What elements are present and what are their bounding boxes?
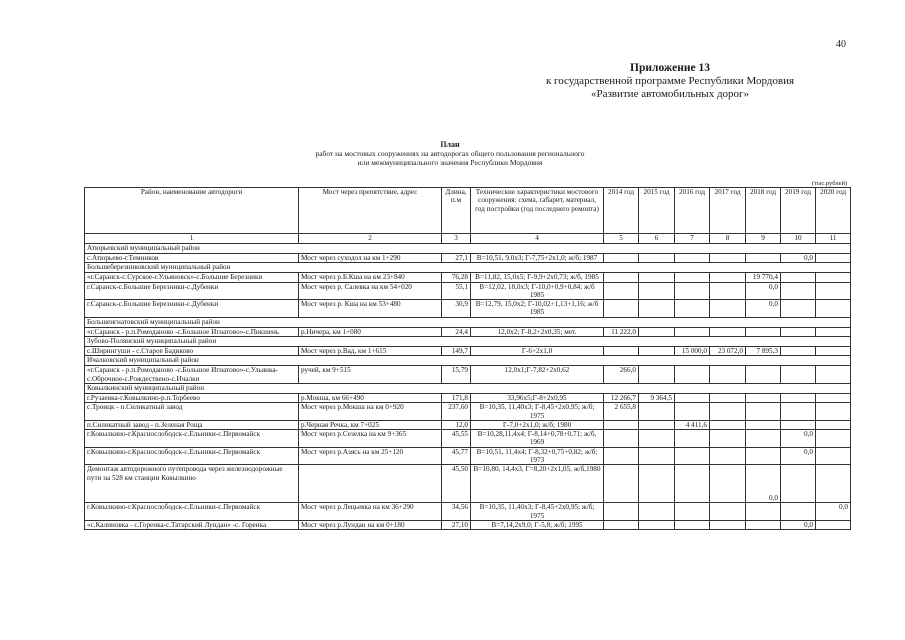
table-row	[85, 393, 851, 402]
table-row	[85, 273, 851, 282]
y2019-cell	[781, 393, 816, 402]
road-name-cell: г.Ковылкино-г.Краснослободск-с.Ельники-с.Первомайск	[85, 430, 299, 448]
y2015-cell	[639, 273, 675, 282]
column-number: 6	[639, 234, 675, 244]
y2018-cell: 0,0	[746, 300, 781, 318]
tech-specs-cell: В=10,35, 11,40х3; Г-8,45+2х0,95; ж/б; 1975	[471, 403, 604, 421]
y2016-cell	[675, 465, 710, 503]
column-number-row	[85, 234, 851, 244]
bridge-address-cell: Мост через р.Сезелка на км 9+365	[299, 430, 442, 448]
length-cell: 12,0	[442, 420, 471, 429]
length-cell: 27,10	[442, 520, 471, 529]
district-name: Большеигнатовский муниципальный район	[85, 317, 851, 327]
header-cell: Мост через препятствие, адрес	[299, 188, 442, 234]
tech-specs-cell: В=11,82, 15,0х5; Г-9,9+2х0,73; ж/б, 1985	[471, 273, 604, 282]
y2019-cell: 0,0	[781, 520, 816, 529]
y2019-cell	[781, 366, 816, 384]
y2014-cell	[604, 282, 639, 300]
appendix-line-2: «Развитие автомобильных дорог»	[590, 88, 750, 100]
y2017-cell	[710, 430, 746, 448]
y2018-cell: 7 895,3	[746, 347, 781, 356]
y2019-cell: 0,0	[781, 447, 816, 465]
header-cell: 2017 год	[710, 188, 746, 234]
y2017-cell	[710, 503, 746, 521]
length-cell: 76,28	[442, 273, 471, 282]
length-cell: 237,60	[442, 403, 471, 421]
table-row	[85, 465, 851, 503]
y2017-cell	[710, 273, 746, 282]
appendix-line-1: к государственной программе Республики Мордовия	[545, 75, 795, 87]
y2014-cell	[604, 465, 639, 503]
district-name: Зубово-Полянский муниципальный район	[85, 337, 851, 347]
district-row	[85, 263, 851, 273]
y2014-cell: 11 222,0	[604, 327, 639, 336]
y2014-cell	[604, 273, 639, 282]
length-cell: 15,79	[442, 366, 471, 384]
y2018-cell: 19 770,4	[746, 273, 781, 282]
bridge-address-cell: Мост через р.Вад, км 1+615	[299, 347, 442, 356]
length-cell: 34,56	[442, 503, 471, 521]
tech-specs-cell: Г-7,0+2х1,0; ж/б; 1980	[471, 420, 604, 429]
district-name: Большеберезниковский муниципальный район	[85, 263, 851, 273]
y2020-cell	[816, 254, 851, 263]
y2017-cell	[710, 520, 746, 529]
tech-specs-cell: 33,96х5;Г-8+2х0,95	[471, 393, 604, 402]
tech-specs-cell: В=12,02, 18,0х3; Г-10,0+0,9+0,84; ж/б 1985	[471, 282, 604, 300]
column-number: 4	[471, 234, 604, 244]
y2019-cell	[781, 347, 816, 356]
header-cell: Район, наименование автодороги	[85, 188, 299, 234]
y2016-cell	[675, 403, 710, 421]
y2019-cell	[781, 282, 816, 300]
y2015-cell	[639, 447, 675, 465]
y2018-cell	[746, 366, 781, 384]
tech-specs-cell: Г-6+2х1,0	[471, 347, 604, 356]
table-row	[85, 282, 851, 300]
district-name: Ковылкинский муниципальный район	[85, 383, 851, 393]
road-name-cell: Демонтаж автодорожного путепровода через железнодорожные пути на 528 км станции Ковылкино	[85, 465, 299, 503]
y2017-cell	[710, 447, 746, 465]
tech-specs-cell: В=12,79, 15,0х2; Г-10,02+1,13+1,16; ж/б 1985	[471, 300, 604, 318]
district-row	[85, 244, 851, 254]
y2019-cell	[781, 300, 816, 318]
y2017-cell: 23 072,0	[710, 347, 746, 356]
bridge-address-cell: Мост через р.Азясь на км 25+120	[299, 447, 442, 465]
district-name: Атюрьевский муниципальный район	[85, 244, 851, 254]
y2020-cell	[816, 520, 851, 529]
tech-specs-cell: В=10,51, 11,4х4; Г-8,32+0,75+0,82; ж/б; 1973	[471, 447, 604, 465]
column-number: 1	[85, 234, 299, 244]
bridge-address-cell: Мост через р. Кша на км 53+480	[299, 300, 442, 318]
y2020-cell	[816, 420, 851, 429]
y2017-cell	[710, 366, 746, 384]
y2016-cell	[675, 366, 710, 384]
plan-title: План	[440, 140, 460, 149]
header-cell: 2019 год	[781, 188, 816, 234]
district-row	[85, 337, 851, 347]
bridge-address-cell: р.Ничера, км 1+080	[299, 327, 442, 336]
table-row	[85, 520, 851, 529]
y2018-cell	[746, 420, 781, 429]
header-cell: 2018 год	[746, 188, 781, 234]
road-name-cell: г.Саранск-с.Большие Березники-с.Дубенки	[85, 300, 299, 318]
y2015-cell	[639, 520, 675, 529]
y2018-cell	[746, 520, 781, 529]
y2019-cell	[781, 273, 816, 282]
y2016-cell: 4 411,6	[675, 420, 710, 429]
y2018-cell	[746, 403, 781, 421]
length-cell: 45,77	[442, 447, 471, 465]
road-name-cell: с.Ширингуши - с.Старое Бадиково	[85, 347, 299, 356]
table-row	[85, 347, 851, 356]
district-row	[85, 317, 851, 327]
table-row	[85, 254, 851, 263]
y2020-cell: 0,0	[816, 503, 851, 521]
appendix-title: Приложение 13	[630, 62, 710, 74]
y2018-cell	[746, 254, 781, 263]
y2016-cell	[675, 503, 710, 521]
y2016-cell	[675, 520, 710, 529]
y2019-cell: 0,0	[781, 254, 816, 263]
y2020-cell	[816, 393, 851, 402]
y2014-cell: 12 266,7	[604, 393, 639, 402]
column-number: 7	[675, 234, 710, 244]
header-row	[85, 188, 851, 234]
y2017-cell	[710, 393, 746, 402]
y2020-cell	[816, 447, 851, 465]
length-cell: 149,7	[442, 347, 471, 356]
y2015-cell	[639, 327, 675, 336]
y2014-cell	[604, 503, 639, 521]
y2019-cell	[781, 403, 816, 421]
y2015-cell	[639, 420, 675, 429]
y2020-cell	[816, 465, 851, 503]
y2020-cell	[816, 347, 851, 356]
length-cell: 24,4	[442, 327, 471, 336]
y2015-cell	[639, 503, 675, 521]
bridge-address-cell: Мост через р.Б.Кша на км 23+840	[299, 273, 442, 282]
bridge-address-cell	[299, 465, 442, 503]
y2020-cell	[816, 300, 851, 318]
y2016-cell	[675, 282, 710, 300]
road-name-cell: «г.Саранск-с.Сурское-г.Ульяновск»-с.Большие Березники	[85, 273, 299, 282]
road-name-cell: с.Троицк - п.Силикатный завод	[85, 403, 299, 421]
y2020-cell	[816, 430, 851, 448]
y2018-cell: 0,0	[746, 282, 781, 300]
unit-label: (тыс.рублей)	[812, 180, 848, 187]
length-cell: 45,50	[442, 465, 471, 503]
y2014-cell: 2 655,8	[604, 403, 639, 421]
table-row	[85, 420, 851, 429]
table-row	[85, 430, 851, 448]
header-cell: 2015 год	[639, 188, 675, 234]
length-cell: 27,1	[442, 254, 471, 263]
district-name: Ичалковский муниципальный район	[85, 356, 851, 366]
table-row	[85, 300, 851, 318]
y2016-cell	[675, 430, 710, 448]
tech-specs-cell: В=10,80, 14,4х3, Г=8,20+2х1,05, ж/б,1980	[471, 465, 604, 503]
y2016-cell	[675, 327, 710, 336]
plan-header	[240, 140, 660, 167]
column-number: 3	[442, 234, 471, 244]
table-row	[85, 366, 851, 384]
district-row	[85, 356, 851, 366]
road-name-cell: «г.Саранск - р.п.Ромоданово -с.Большое Игнатово»-с.Пикшень	[85, 327, 299, 336]
y2019-cell: 0,0	[781, 430, 816, 448]
y2014-cell	[604, 420, 639, 429]
column-number: 9	[746, 234, 781, 244]
y2015-cell	[639, 300, 675, 318]
road-name-cell: г.Рузаевка-г.Ковылкино-р.п.Торбеево	[85, 393, 299, 402]
y2015-cell	[639, 254, 675, 263]
y2014-cell	[604, 254, 639, 263]
y2020-cell	[816, 282, 851, 300]
bridge-address-cell: р.Мокша, км 66+490	[299, 393, 442, 402]
header-cell: Длина, п.м	[442, 188, 471, 234]
y2018-cell	[746, 327, 781, 336]
bridge-address-cell: Мост через р. Салевка на км 54+020	[299, 282, 442, 300]
bridge-address-cell: Мост через суходол на км 1+290	[299, 254, 442, 263]
y2017-cell	[710, 465, 746, 503]
road-name-cell: г.Ковылкино-г.Краснослободск-с.Ельники-с.Первомайск	[85, 503, 299, 521]
tech-specs-cell: 12,0х2; Г-8,2+2х0,35; мет.	[471, 327, 604, 336]
tech-specs-cell: В=10,28,11,4х4; Г-8,14+0,78+0,71; ж/б, 1969	[471, 430, 604, 448]
length-cell: 55,1	[442, 282, 471, 300]
y2016-cell	[675, 273, 710, 282]
y2017-cell	[710, 327, 746, 336]
header-cell: 2016 год	[675, 188, 710, 234]
y2015-cell	[639, 366, 675, 384]
y2015-cell	[639, 465, 675, 503]
y2018-cell	[746, 430, 781, 448]
y2019-cell	[781, 503, 816, 521]
appendix-header	[520, 62, 820, 101]
tech-specs-cell: В=10,51, 9.0х3; Г-7,75+2х1,0; ж/б; 1987	[471, 254, 604, 263]
y2014-cell	[604, 447, 639, 465]
y2018-cell: 0,0	[746, 465, 781, 503]
y2019-cell	[781, 327, 816, 336]
bridge-address-cell: ручей, км 9+515	[299, 366, 442, 384]
road-name-cell: «с.Калиновка - с.Горенка-с.Татарский Лундан» -с. Горенка	[85, 520, 299, 529]
tech-specs-cell: В=10,35, 11,40х3; Г-8,45+2х0,95; ж/б; 1975	[471, 503, 604, 521]
road-name-cell: п.Силикатный завод - п.Зеленая Роща	[85, 420, 299, 429]
district-row	[85, 383, 851, 393]
y2017-cell	[710, 403, 746, 421]
table-row	[85, 447, 851, 465]
column-number: 11	[816, 234, 851, 244]
y2017-cell	[710, 282, 746, 300]
road-name-cell: г.Саранск-с.Большие Березники-с.Дубенки	[85, 282, 299, 300]
y2016-cell: 15 000,0	[675, 347, 710, 356]
length-cell: 30,9	[442, 300, 471, 318]
table-row	[85, 403, 851, 421]
y2016-cell	[675, 393, 710, 402]
y2015-cell	[639, 403, 675, 421]
header-cell: 2020 год	[816, 188, 851, 234]
y2014-cell	[604, 430, 639, 448]
y2014-cell	[604, 347, 639, 356]
page-number: 40	[836, 39, 846, 50]
y2016-cell	[675, 254, 710, 263]
header-cell: Технические характеристики мостового сооружения: схема, габарит, материал, год постройки (год последнего ремонта)	[471, 188, 604, 234]
column-number: 8	[710, 234, 746, 244]
column-number: 5	[604, 234, 639, 244]
y2016-cell	[675, 447, 710, 465]
y2015-cell	[639, 430, 675, 448]
y2018-cell	[746, 503, 781, 521]
y2016-cell	[675, 300, 710, 318]
header-cell: 2014 год	[604, 188, 639, 234]
y2014-cell: 266,0	[604, 366, 639, 384]
plan-line-2: или межмуниципального значения Республики Мордовия	[357, 158, 543, 167]
road-name-cell: «г.Саранск - р.п.Ромоданово -с.Большое Игнатово»-с.Ульянка-с.Оброчное-с.Рождествено-с.Ичалки	[85, 366, 299, 384]
works-table	[84, 187, 851, 530]
length-cell: 45,55	[442, 430, 471, 448]
table-row	[85, 503, 851, 521]
bridge-address-cell: Мост через р.Лундан на км 0+180	[299, 520, 442, 529]
tech-specs-cell: 12,0х1;Г-7,82+2х0,62	[471, 366, 604, 384]
y2014-cell	[604, 300, 639, 318]
y2020-cell	[816, 366, 851, 384]
bridge-address-cell: Мост через р.Мокша на км 0+920	[299, 403, 442, 421]
table-row	[85, 327, 851, 336]
y2017-cell	[710, 254, 746, 263]
length-cell: 171,8	[442, 393, 471, 402]
y2018-cell	[746, 447, 781, 465]
column-number: 2	[299, 234, 442, 244]
plan-line-1: работ на мостовых сооружениях на автодорогах общего пользования регионального	[315, 149, 585, 158]
y2019-cell	[781, 420, 816, 429]
y2020-cell	[816, 403, 851, 421]
bridge-address-cell: р.Черная Речка, км 7+025	[299, 420, 442, 429]
y2017-cell	[710, 420, 746, 429]
road-name-cell: с.Атюрьево-г.Темников	[85, 254, 299, 263]
y2015-cell	[639, 282, 675, 300]
tech-specs-cell: В=7,14,2х9,0; Г-5,8; ж/б; 1995	[471, 520, 604, 529]
y2017-cell	[710, 300, 746, 318]
y2015-cell	[639, 347, 675, 356]
column-number: 10	[781, 234, 816, 244]
bridge-address-cell: Мост через р.Лецьевка на км 36+290	[299, 503, 442, 521]
y2020-cell	[816, 327, 851, 336]
road-name-cell: г.Ковылкино-г.Краснослободск-с.Ельники-с.Первомайск	[85, 447, 299, 465]
y2019-cell	[781, 465, 816, 503]
y2018-cell	[746, 393, 781, 402]
y2014-cell	[604, 520, 639, 529]
y2020-cell	[816, 273, 851, 282]
y2015-cell: 9 364,5	[639, 393, 675, 402]
